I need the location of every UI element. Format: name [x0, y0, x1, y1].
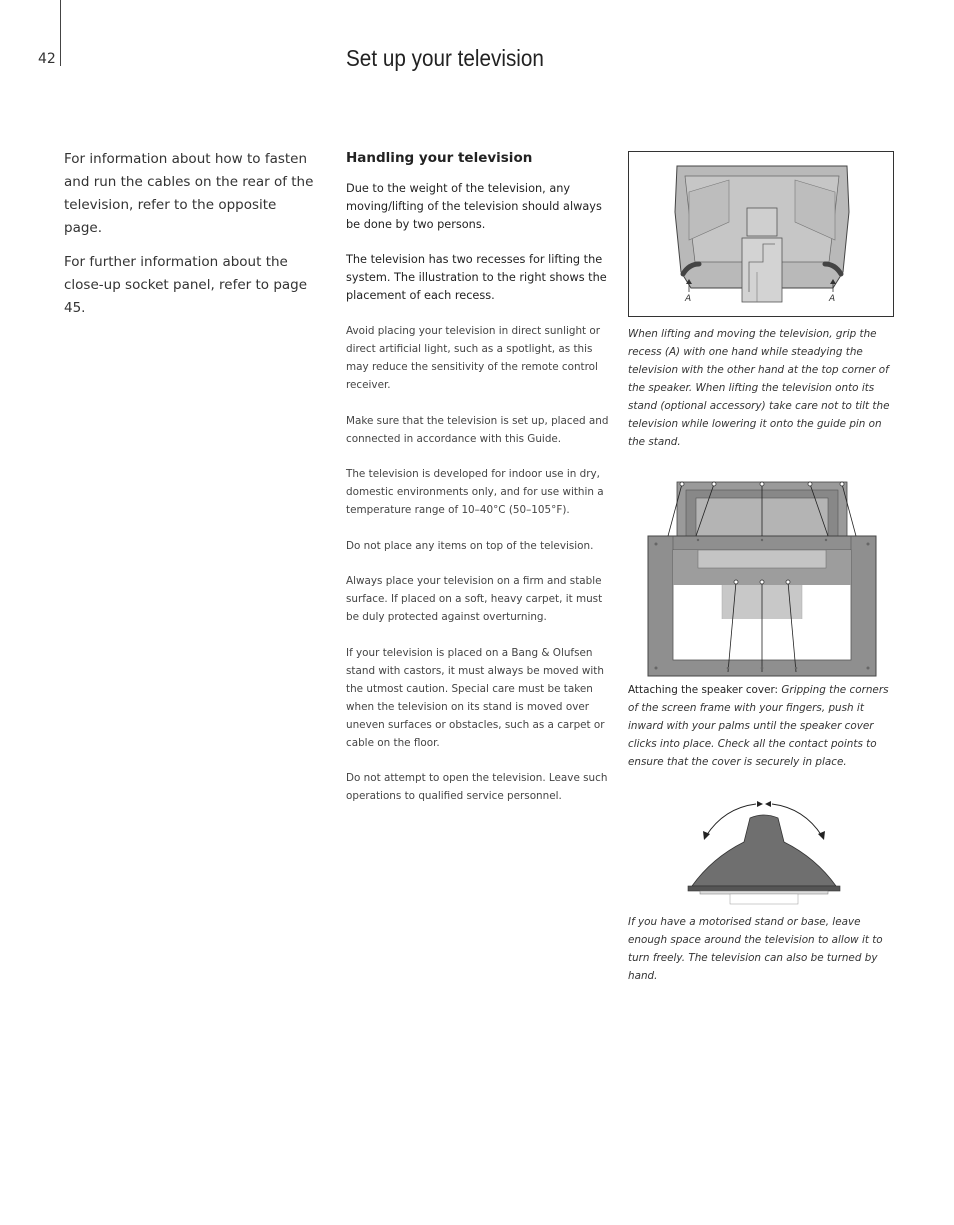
motorised-stand-drawing — [684, 798, 844, 910]
left-paragraph-socket-panel: For further information about the close-up socket panel, refer to page 45. — [64, 254, 308, 316]
body-paragraph: The television is developed for indoor use in dry, domestic environments only, and for use within a temperature range of 10–40°C (50–105°F). — [346, 468, 604, 516]
body-paragraph: Always place your television on a firm and stable surface. If placed on a soft, heavy carpet, it must be duly protected against overturning. — [346, 575, 603, 623]
figure2-caption-lead: Attaching the speaker cover: — [628, 684, 779, 696]
figure2-caption — [628, 681, 896, 771]
body-paragraph: Make sure that the television is set up, placed and connected in accordance with this Guide. — [346, 414, 609, 445]
section-heading: Handling your television — [346, 150, 533, 166]
page-title: Set up your television — [346, 45, 544, 71]
left-paragraph-cables: For information about how to fasten and run the cables on the rear of the television, refer to the opposite page. — [64, 151, 314, 236]
body-paragraph: Avoid placing your television in direct sunlight or direct artificial light, such as a spotlight, as this may reduce the sensitivity of the remote control receiver. — [346, 325, 601, 391]
recess-label-left: A — [685, 294, 692, 304]
middle-column — [346, 148, 612, 823]
motorised-stand-illustration — [684, 798, 844, 910]
figure1-caption: When lifting and moving the television, grip the recess (A) with one hand while steadying the television with the other hand at the top corner of the speaker. When lifting the television onto its stand (optional accessory) take care not to tilt the television while lowering it onto the guide pin on the stand. — [628, 328, 890, 448]
left-column — [64, 148, 316, 331]
tv-rear-drawing — [629, 152, 893, 316]
page-margin-rule — [60, 0, 61, 66]
body-paragraph: Do not place any items on top of the television. — [346, 539, 594, 552]
speaker-cover-drawing — [646, 478, 878, 680]
figure3-caption: If you have a motorised stand or base, leave enough space around the television to allow it to turn freely. The television can also be turned by hand. — [628, 916, 883, 982]
lead-paragraph: Due to the weight of the television, any moving/lifting of the television should always be done by two persons. — [346, 182, 602, 231]
figure2-caption-text: Gripping the corners of the screen frame with your fingers, push it inward with your palms until the speaker cover clicks into place. Check all the contact points to ensure that the cover is securely in place. — [628, 684, 889, 768]
recess-label-right: A — [829, 294, 836, 304]
tv-rear-illustration — [628, 151, 894, 317]
body-paragraph: If your television is placed on a Bang & Olufsen stand with castors, it must always be moved with the utmost caution. Special care must be taken when the television on its stand is moved over uneven surfaces or obstacles, such as a carpet or cable on the floor. — [346, 646, 605, 749]
page-number: 42 — [38, 51, 56, 67]
speaker-cover-illustration — [646, 478, 878, 680]
body-paragraph: Do not attempt to open the television. Leave such operations to qualified service personnel. — [346, 772, 608, 802]
lead-paragraph: The television has two recesses for lifting the system. The illustration to the right shows the placement of each recess. — [346, 253, 607, 302]
